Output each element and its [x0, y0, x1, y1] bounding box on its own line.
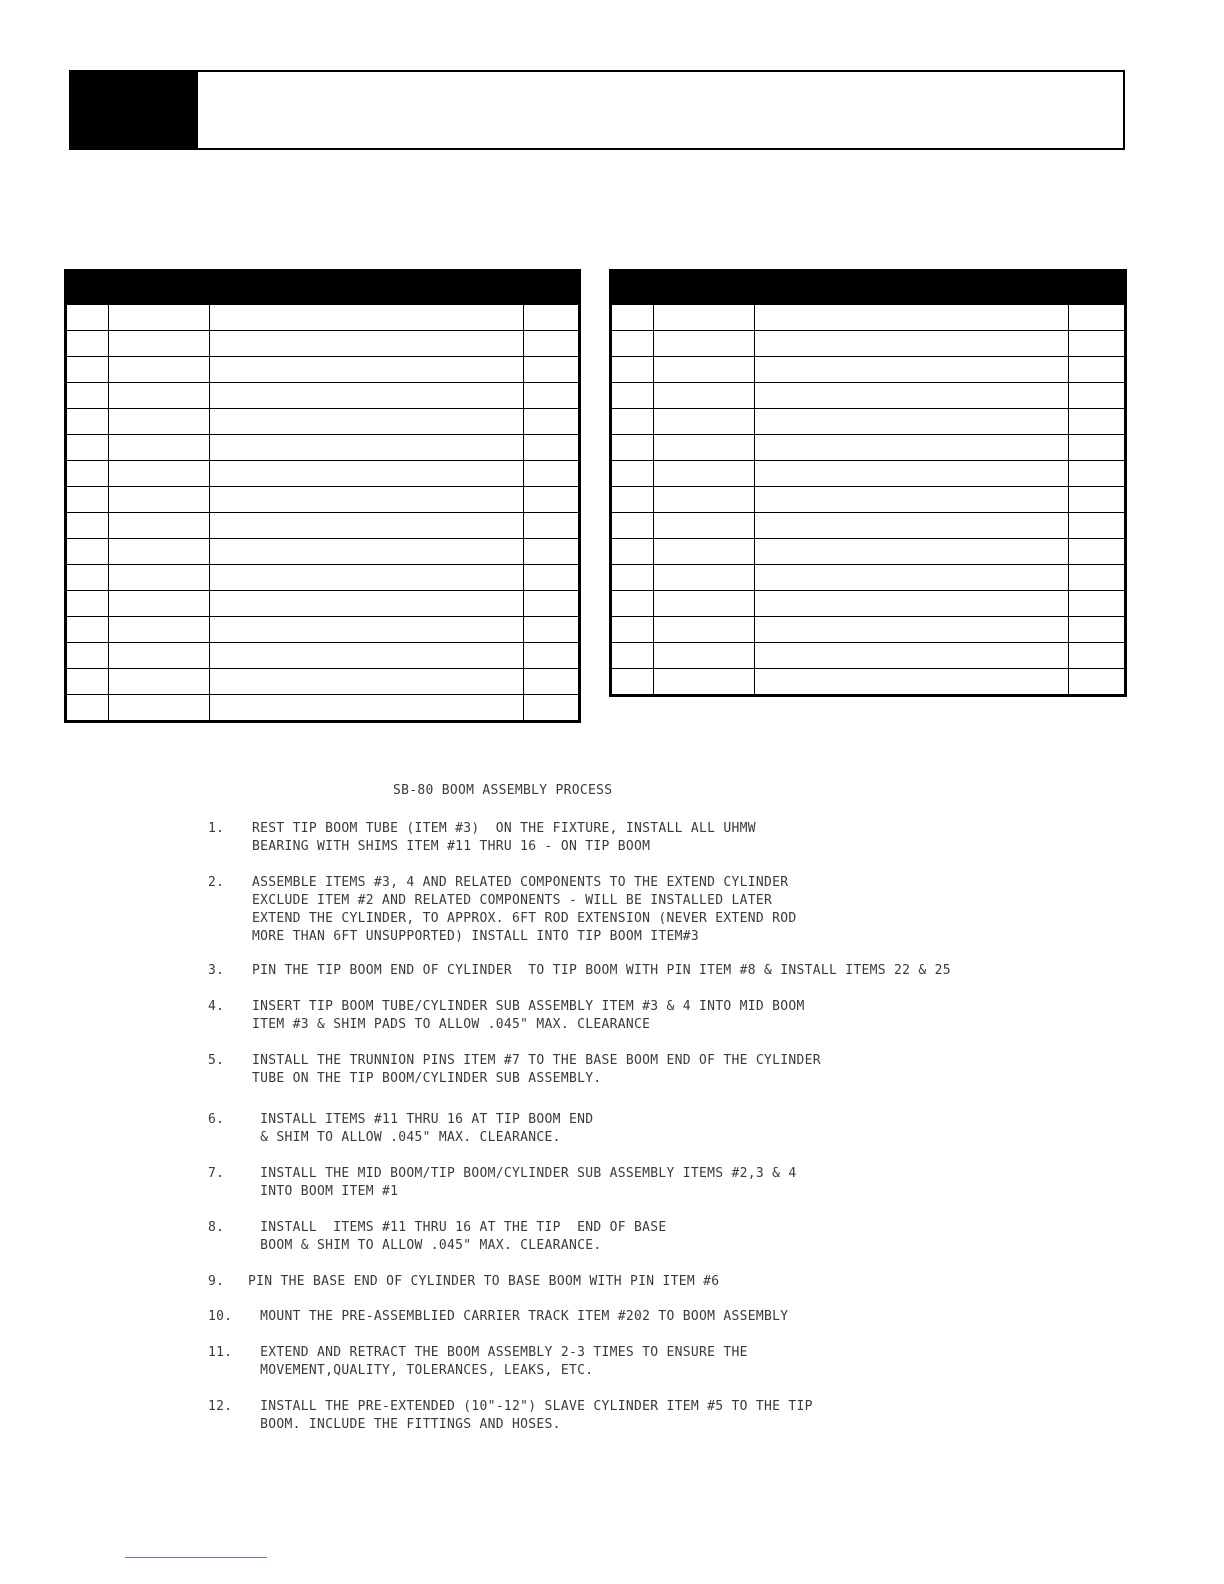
column-header	[654, 271, 755, 305]
process-step	[200, 874, 797, 946]
table-cell	[755, 591, 1069, 617]
table-cell	[611, 591, 654, 617]
table-cell	[66, 643, 109, 669]
table-cell	[210, 695, 524, 722]
table-cell	[210, 643, 524, 669]
table-cell	[524, 539, 580, 565]
table-cell	[524, 461, 580, 487]
table-row	[66, 643, 580, 669]
table-cell	[755, 305, 1069, 331]
column-header	[66, 271, 109, 305]
table-cell	[109, 331, 210, 357]
step-text: MOUNT THE PRE-ASSEMBLIED CARRIER TRACK ITEM #202 TO BOOM ASSEMBLY	[252, 1309, 789, 1324]
table-cell	[755, 643, 1069, 669]
table-cell	[66, 591, 109, 617]
table-row	[611, 617, 1126, 643]
step-number: 11.	[208, 1345, 233, 1360]
table-cell	[524, 435, 580, 461]
table-cell	[109, 591, 210, 617]
table-row	[66, 565, 580, 591]
table-row	[66, 461, 580, 487]
table-row	[611, 669, 1126, 696]
table-cell	[755, 669, 1069, 696]
footer-link-underline	[125, 1557, 267, 1558]
table-cell	[66, 331, 109, 357]
table-cell	[654, 461, 755, 487]
step-number: 12.	[208, 1399, 233, 1414]
table-row	[66, 617, 580, 643]
table-row	[611, 513, 1126, 539]
table-cell	[66, 357, 109, 383]
table-cell	[210, 539, 524, 565]
table-cell	[755, 383, 1069, 409]
table-cell	[524, 487, 580, 513]
step-text: PIN THE TIP BOOM END OF CYLINDER TO TIP BOOM WITH PIN ITEM #8 & INSTALL ITEMS 22 & 25	[252, 963, 951, 978]
step-number: 8.	[208, 1220, 225, 1235]
table-cell	[109, 669, 210, 695]
table-cell	[524, 409, 580, 435]
table-header-row	[66, 271, 580, 305]
table-row	[611, 357, 1126, 383]
table-cell	[1069, 461, 1126, 487]
table-cell	[524, 565, 580, 591]
table-row	[611, 565, 1126, 591]
table-cell	[524, 331, 580, 357]
table-row	[611, 461, 1126, 487]
column-header	[611, 271, 654, 305]
step-text: INSTALL THE PRE-EXTENDED (10"-12") SLAVE CYLINDER ITEM #5 TO THE TIP BOOM. INCLUDE THE FITTINGS AND HOSES.	[260, 1399, 813, 1432]
table-row	[611, 435, 1126, 461]
table-cell	[210, 461, 524, 487]
table-cell	[611, 487, 654, 513]
table-cell	[1069, 539, 1126, 565]
table-cell	[654, 487, 755, 513]
column-header	[1069, 271, 1126, 305]
table-cell	[654, 383, 755, 409]
table-cell	[654, 565, 755, 591]
table-cell	[611, 461, 654, 487]
table-cell	[1069, 643, 1126, 669]
header-black-block	[71, 72, 198, 148]
step-text: ASSEMBLE ITEMS #3, 4 AND RELATED COMPONENTS TO THE EXTEND CYLINDER EXCLUDE ITEM #2 AND RELATED COMPONENTS - WILL BE INSTALLED LATER EXTEND THE CYLINDER, TO APPROX. 6FT ROD EXTENSION (NEVER EXTEND ROD MORE THAN 6FT UNSUPPORTED) INSTALL INTO TIP BOOM ITEM#3	[252, 875, 797, 944]
step-number: 7.	[208, 1166, 225, 1181]
process-title: SB-80 BOOM ASSEMBLY PROCESS	[393, 783, 613, 798]
table-cell	[1069, 617, 1126, 643]
table-cell	[755, 487, 1069, 513]
table-cell	[210, 669, 524, 695]
table-cell	[66, 305, 109, 331]
table-cell	[1069, 565, 1126, 591]
table-cell	[654, 357, 755, 383]
table-cell	[755, 409, 1069, 435]
column-header	[210, 271, 524, 305]
step-text: EXTEND AND RETRACT THE BOOM ASSEMBLY 2-3 TIMES TO ENSURE THE MOVEMENT,QUALITY, TOLERANCES, LEAKS, ETC.	[260, 1345, 748, 1378]
step-text: INSERT TIP BOOM TUBE/CYLINDER SUB ASSEMBLY ITEM #3 & 4 INTO MID BOOM ITEM #3 & SHIM PADS TO ALLOW .045" MAX. CLEARANCE	[252, 999, 805, 1032]
table-cell	[524, 591, 580, 617]
table-cell	[524, 643, 580, 669]
table-row	[66, 539, 580, 565]
table-cell	[524, 617, 580, 643]
table-cell	[755, 539, 1069, 565]
table-cell	[1069, 591, 1126, 617]
table-cell	[66, 513, 109, 539]
table-row	[66, 357, 580, 383]
table-row	[66, 513, 580, 539]
table-cell	[109, 617, 210, 643]
table-cell	[524, 357, 580, 383]
table-row	[66, 669, 580, 695]
step-number: 9.	[208, 1274, 225, 1289]
table-cell	[109, 435, 210, 461]
table-cell	[210, 487, 524, 513]
table-cell	[109, 357, 210, 383]
table-cell	[1069, 513, 1126, 539]
table-cell	[654, 617, 755, 643]
table-cell	[654, 669, 755, 696]
table-cell	[66, 487, 109, 513]
table-cell	[1069, 669, 1126, 696]
table-cell	[654, 435, 755, 461]
parts-table-left	[64, 269, 581, 723]
table-cell	[611, 669, 654, 696]
table-cell	[524, 305, 580, 331]
table-row	[66, 383, 580, 409]
parts-table-right	[609, 269, 1127, 697]
table-cell	[654, 331, 755, 357]
table-cell	[611, 539, 654, 565]
table-cell	[611, 331, 654, 357]
table-cell	[210, 331, 524, 357]
table-cell	[611, 383, 654, 409]
table-row	[611, 409, 1126, 435]
table-cell	[109, 565, 210, 591]
step-number: 3.	[208, 963, 225, 978]
table-cell	[611, 617, 654, 643]
table-row	[611, 643, 1126, 669]
process-step	[200, 1398, 813, 1470]
table-cell	[109, 695, 210, 722]
table-cell	[611, 565, 654, 591]
table-row	[611, 487, 1126, 513]
table-body	[611, 305, 1126, 696]
table-row	[66, 409, 580, 435]
table-cell	[66, 565, 109, 591]
table-cell	[611, 643, 654, 669]
table-cell	[210, 435, 524, 461]
table-cell	[611, 409, 654, 435]
table-cell	[654, 513, 755, 539]
step-number: 6.	[208, 1112, 225, 1127]
table-cell	[755, 331, 1069, 357]
table-row	[611, 539, 1126, 565]
table-cell	[654, 539, 755, 565]
table-cell	[1069, 487, 1126, 513]
table-cell	[109, 461, 210, 487]
table-row	[611, 331, 1126, 357]
step-text: INSTALL THE TRUNNION PINS ITEM #7 TO THE BASE BOOM END OF THE CYLINDER TUBE ON THE TIP BOOM/CYLINDER SUB ASSEMBLY.	[252, 1053, 821, 1086]
table-row	[66, 695, 580, 722]
table-cell	[1069, 331, 1126, 357]
table-row	[66, 305, 580, 331]
table-cell	[1069, 409, 1126, 435]
table-row	[611, 383, 1126, 409]
table-cell	[524, 383, 580, 409]
table-cell	[654, 643, 755, 669]
table-cell	[654, 305, 755, 331]
table-cell	[66, 539, 109, 565]
table-cell	[109, 383, 210, 409]
step-text: INSTALL ITEMS #11 THRU 16 AT TIP BOOM END & SHIM TO ALLOW .045" MAX. CLEARANCE.	[260, 1112, 594, 1145]
column-header	[524, 271, 580, 305]
table-cell	[524, 695, 580, 722]
table-cell	[524, 513, 580, 539]
table-cell	[109, 305, 210, 331]
table-cell	[66, 695, 109, 722]
step-text: REST TIP BOOM TUBE (ITEM #3) ON THE FIXTURE, INSTALL ALL UHMW BEARING WITH SHIMS ITEM #11 THRU 16 - ON TIP BOOM	[252, 821, 756, 854]
table-cell	[755, 357, 1069, 383]
document-header	[69, 70, 1125, 150]
table-row	[66, 435, 580, 461]
table-cell	[66, 435, 109, 461]
table-cell	[611, 513, 654, 539]
column-header	[755, 271, 1069, 305]
column-header	[109, 271, 210, 305]
table-cell	[1069, 435, 1126, 461]
table-cell	[210, 591, 524, 617]
table-cell	[755, 513, 1069, 539]
step-text: PIN THE BASE END OF CYLINDER TO BASE BOOM WITH PIN ITEM #6	[248, 1274, 720, 1289]
step-number: 5.	[208, 1053, 225, 1068]
table-cell	[109, 487, 210, 513]
table-cell	[109, 409, 210, 435]
table-cell	[66, 383, 109, 409]
table-cell	[611, 435, 654, 461]
table-cell	[109, 513, 210, 539]
table-cell	[109, 643, 210, 669]
table-cell	[524, 669, 580, 695]
table-cell	[654, 409, 755, 435]
table-cell	[109, 539, 210, 565]
table-header-row	[611, 271, 1126, 305]
table-cell	[1069, 357, 1126, 383]
table-cell	[210, 305, 524, 331]
step-number: 2.	[208, 875, 225, 890]
table-cell	[755, 565, 1069, 591]
table-cell	[1069, 383, 1126, 409]
table-cell	[654, 591, 755, 617]
table-body	[66, 305, 580, 722]
step-text: INSTALL THE MID BOOM/TIP BOOM/CYLINDER SUB ASSEMBLY ITEMS #2,3 & 4 INTO BOOM ITEM #1	[260, 1166, 797, 1199]
step-text: INSTALL ITEMS #11 THRU 16 AT THE TIP END OF BASE BOOM & SHIM TO ALLOW .045" MAX. CLEARANCE.	[260, 1220, 667, 1253]
table-cell	[66, 669, 109, 695]
table-row	[66, 331, 580, 357]
table-cell	[611, 357, 654, 383]
table-cell	[210, 383, 524, 409]
table-cell	[611, 305, 654, 331]
table-cell	[210, 409, 524, 435]
table-cell	[210, 357, 524, 383]
table-cell	[1069, 305, 1126, 331]
table-cell	[210, 565, 524, 591]
table-cell	[210, 513, 524, 539]
table-row	[66, 487, 580, 513]
table-row	[611, 305, 1126, 331]
table-cell	[755, 435, 1069, 461]
table-row	[66, 591, 580, 617]
table-cell	[755, 461, 1069, 487]
table-row	[611, 591, 1126, 617]
step-number: 10.	[208, 1309, 233, 1324]
table-cell	[66, 409, 109, 435]
table-cell	[755, 617, 1069, 643]
table-cell	[66, 617, 109, 643]
step-number: 4.	[208, 999, 225, 1014]
step-number: 1.	[208, 821, 225, 836]
table-cell	[66, 461, 109, 487]
table-cell	[210, 617, 524, 643]
